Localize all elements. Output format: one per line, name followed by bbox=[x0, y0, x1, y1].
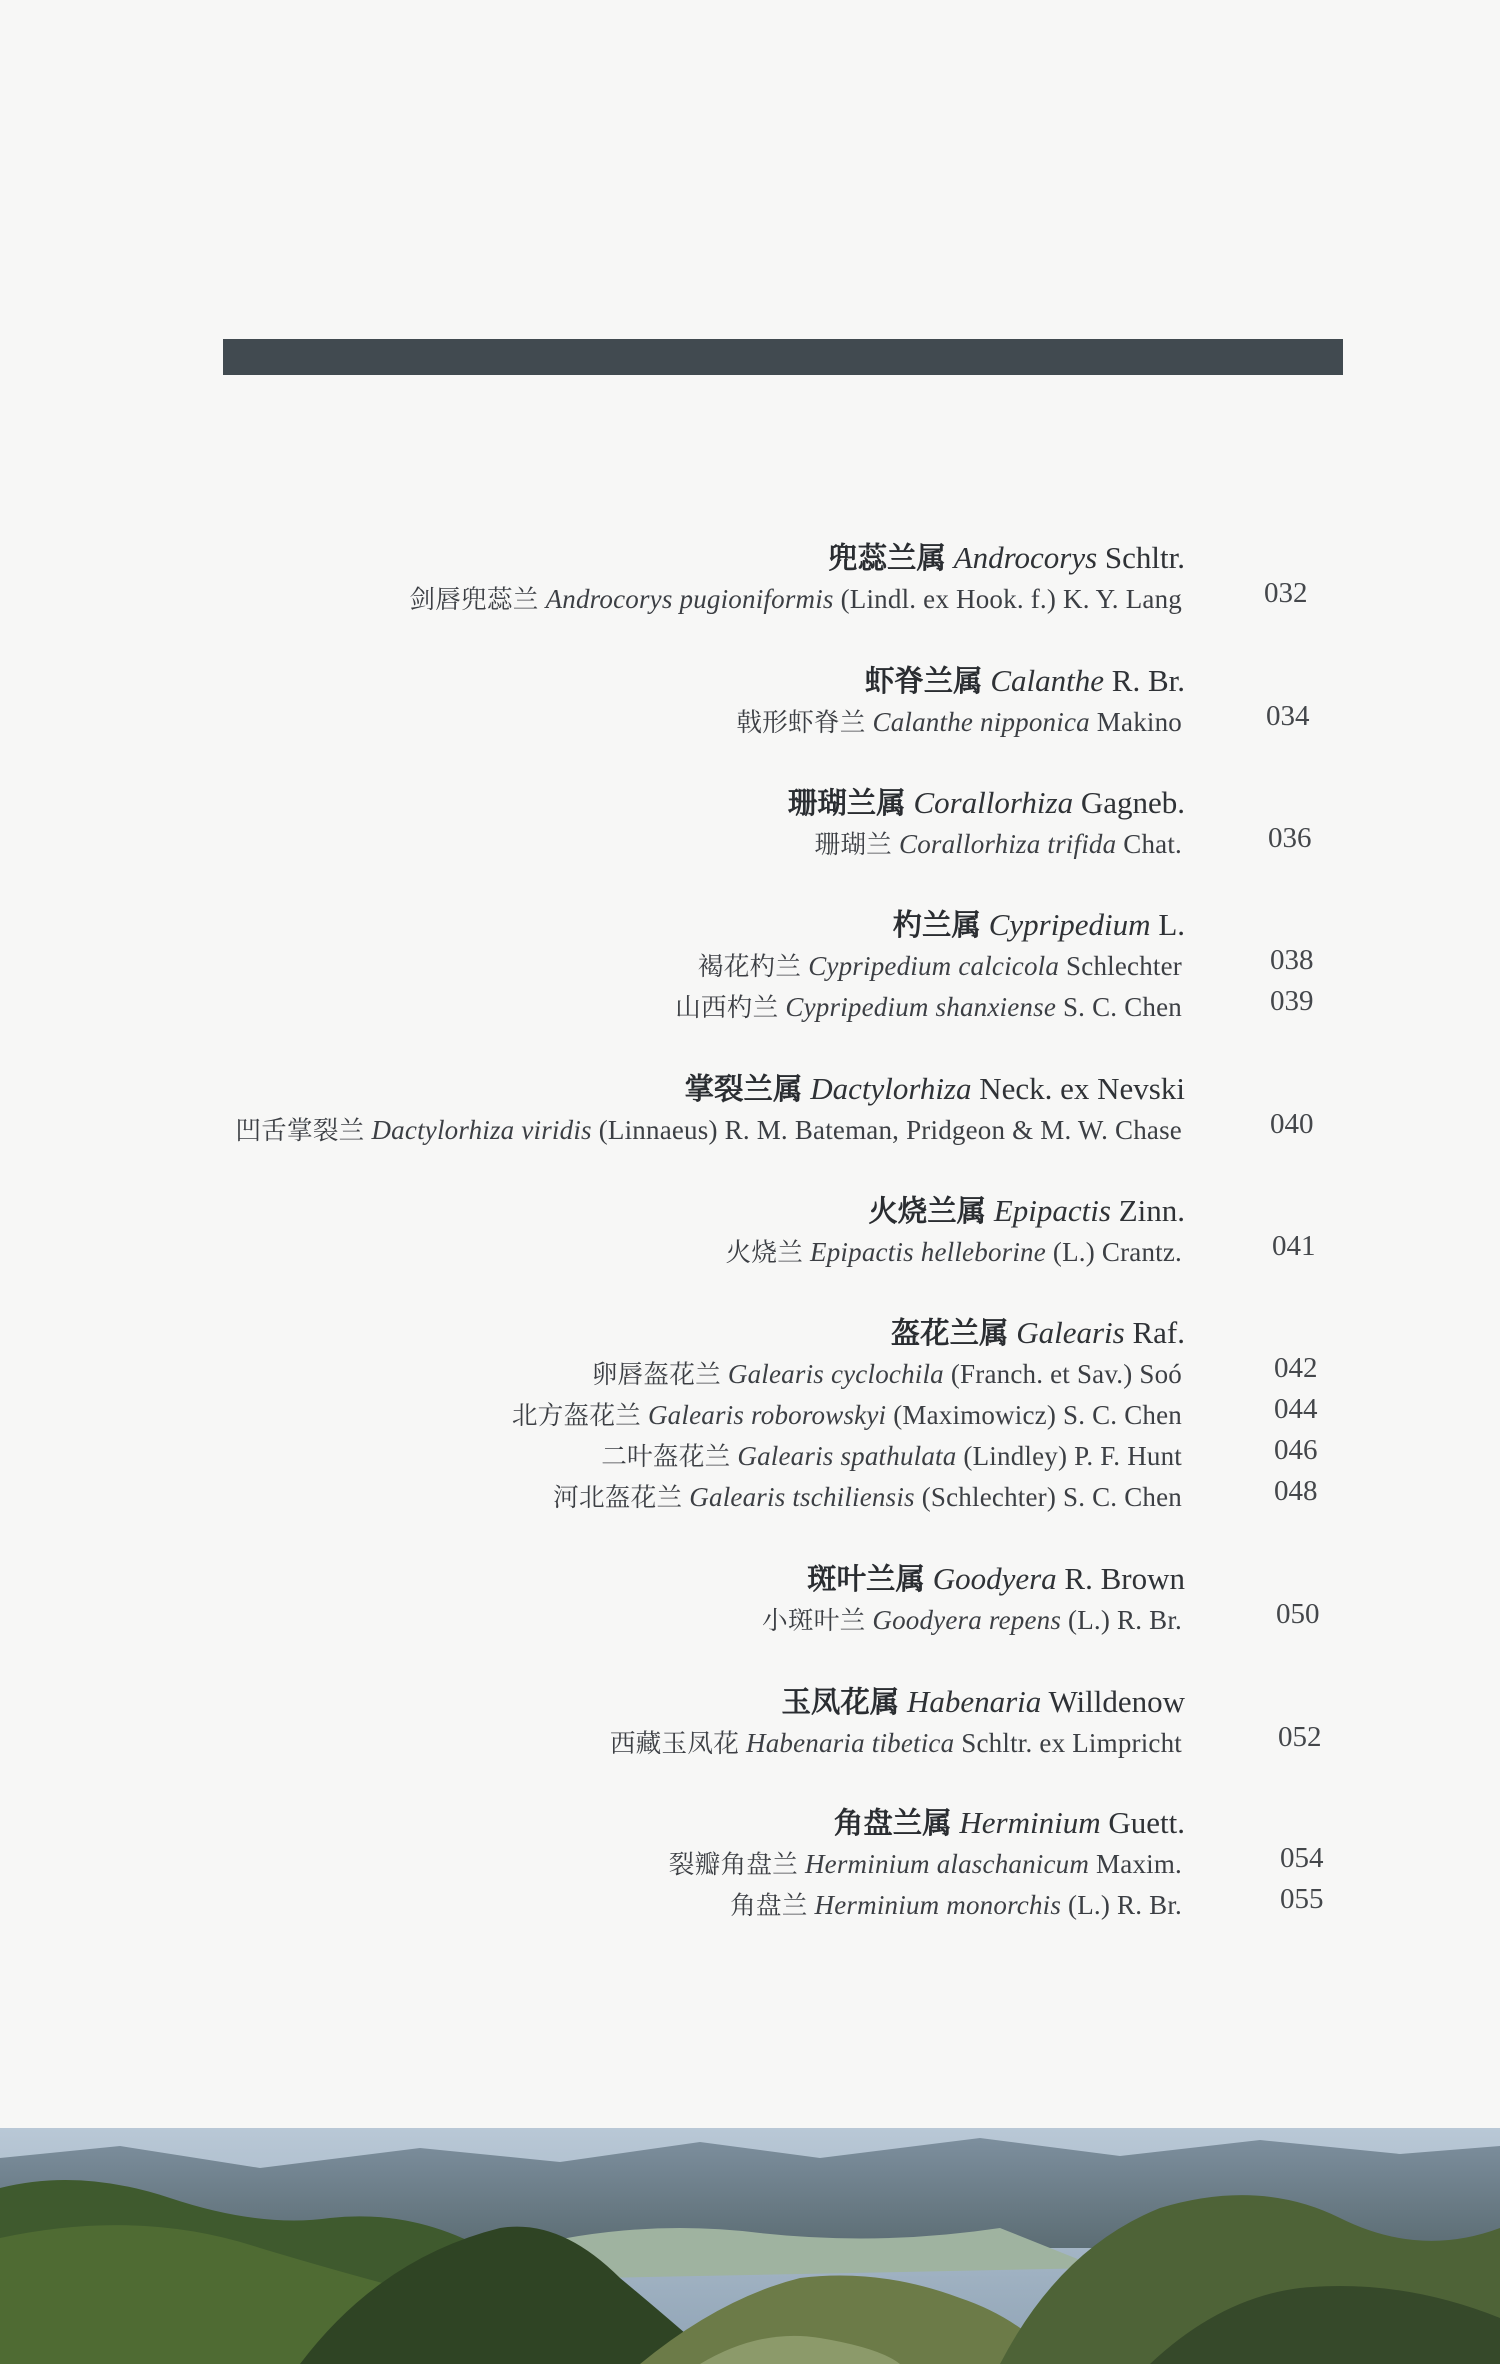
genus-author: R. Br. bbox=[1111, 663, 1185, 698]
species-chinese-name: 河北盔花兰 bbox=[553, 1483, 683, 1513]
species-chinese-name: 二叶盔花兰 bbox=[601, 1442, 731, 1472]
genus-chinese-name: 玉凤花属 bbox=[781, 1685, 900, 1719]
species-chinese-name: 裂瓣角盘兰 bbox=[668, 1850, 799, 1880]
page-number[interactable]: 041 bbox=[1272, 1230, 1316, 1262]
species-latin-name: Habenaria tibetica bbox=[746, 1728, 955, 1758]
species-latin-name: Calanthe nipponica bbox=[872, 707, 1090, 737]
species-chinese-name: 火烧兰 bbox=[725, 1238, 804, 1268]
page-number[interactable]: 046 bbox=[1274, 1434, 1318, 1466]
species-author: Schlechter bbox=[1066, 951, 1182, 981]
species-author: Schltr. ex Limpricht bbox=[961, 1728, 1182, 1758]
species-entry[interactable] bbox=[736, 702, 1182, 739]
species-chinese-name: 戟形虾脊兰 bbox=[736, 708, 866, 738]
species-chinese-name: 角盘兰 bbox=[730, 1891, 808, 1921]
species-author: (L.) R. Br. bbox=[1068, 1890, 1182, 1920]
species-entry[interactable] bbox=[235, 1110, 1182, 1147]
species-latin-name: Corallorhiza trifida bbox=[898, 829, 1117, 859]
genus-chinese-name: 斑叶兰属 bbox=[807, 1562, 925, 1596]
genus-latin-name: Cypripedium bbox=[988, 907, 1151, 942]
species-latin-name: Galearis roborowskyi bbox=[647, 1400, 887, 1430]
genus-heading bbox=[828, 535, 1185, 577]
species-chinese-name: 山西杓兰 bbox=[675, 993, 779, 1023]
species-chinese-name: 凹舌掌裂兰 bbox=[235, 1116, 365, 1146]
species-author: (L.) R. Br. bbox=[1068, 1605, 1182, 1635]
species-latin-name: Goodyera repens bbox=[872, 1605, 1062, 1635]
genus-chinese-name: 盔花兰属 bbox=[890, 1316, 1009, 1350]
genus-author: Schltr. bbox=[1104, 540, 1185, 575]
genus-latin-name: Androcorys bbox=[953, 540, 1098, 575]
genus-heading bbox=[788, 780, 1185, 822]
species-entry[interactable] bbox=[512, 1395, 1182, 1432]
species-latin-name: Galearis cyclochila bbox=[727, 1359, 944, 1389]
genus-author: Zinn. bbox=[1118, 1193, 1185, 1228]
page-number[interactable]: 036 bbox=[1268, 822, 1312, 854]
genus-heading bbox=[893, 902, 1185, 944]
species-entry[interactable] bbox=[669, 1844, 1182, 1881]
species-entry[interactable] bbox=[409, 579, 1182, 616]
genus-latin-name: Herminium bbox=[959, 1805, 1101, 1840]
species-author: Maxim. bbox=[1096, 1849, 1182, 1879]
species-entry[interactable] bbox=[815, 824, 1183, 861]
species-latin-name: Herminium alaschanicum bbox=[804, 1849, 1090, 1879]
species-entry[interactable] bbox=[553, 1477, 1182, 1514]
page-number[interactable]: 052 bbox=[1278, 1721, 1322, 1753]
genus-chinese-name: 珊瑚兰属 bbox=[787, 786, 906, 820]
genus-heading bbox=[834, 1800, 1185, 1842]
species-author: (Lindley) P. F. Hunt bbox=[963, 1441, 1182, 1471]
page-number[interactable]: 054 bbox=[1280, 1842, 1324, 1874]
species-author: Chat. bbox=[1123, 829, 1182, 859]
genus-heading bbox=[781, 1679, 1185, 1721]
page-number[interactable]: 040 bbox=[1270, 1108, 1314, 1140]
page-number[interactable]: 044 bbox=[1274, 1393, 1318, 1425]
species-author: (L.) Crantz. bbox=[1052, 1237, 1182, 1267]
genus-chinese-name: 掌裂兰属 bbox=[684, 1072, 803, 1106]
species-entry[interactable] bbox=[601, 1436, 1182, 1473]
species-author: (Franch. et Sav.) Soó bbox=[950, 1359, 1182, 1389]
page-number[interactable]: 042 bbox=[1274, 1352, 1318, 1384]
species-author: (Linnaeus) R. M. Bateman, Pridgeon & M. W. Chase bbox=[598, 1115, 1182, 1145]
genus-chinese-name: 火烧兰属 bbox=[868, 1194, 987, 1228]
species-entry[interactable] bbox=[610, 1723, 1182, 1760]
genus-latin-name: Habenaria bbox=[906, 1684, 1042, 1719]
genus-latin-name: Corallorhiza bbox=[913, 785, 1074, 820]
species-chinese-name: 卵唇盔花兰 bbox=[591, 1360, 721, 1390]
page-number[interactable]: 034 bbox=[1266, 700, 1310, 732]
genus-author: Guett. bbox=[1108, 1805, 1185, 1840]
species-latin-name: Galearis tschiliensis bbox=[689, 1482, 915, 1512]
genus-heading bbox=[891, 1310, 1185, 1352]
species-chinese-name: 小斑叶兰 bbox=[762, 1606, 866, 1636]
page-number[interactable]: 055 bbox=[1280, 1883, 1324, 1915]
species-chinese-name: 剑唇兜蕊兰 bbox=[409, 585, 539, 615]
species-author: (Schlechter) S. C. Chen bbox=[921, 1482, 1182, 1512]
species-entry[interactable] bbox=[698, 946, 1182, 983]
species-latin-name: Cypripedium calcicola bbox=[808, 951, 1060, 981]
genus-author: Willdenow bbox=[1048, 1684, 1185, 1719]
species-latin-name: Galearis spathulata bbox=[737, 1441, 957, 1471]
genus-chinese-name: 虾脊兰属 bbox=[864, 664, 983, 698]
genus-author: L. bbox=[1158, 907, 1185, 942]
genus-latin-name: Dactylorhiza bbox=[810, 1071, 972, 1106]
species-entry[interactable] bbox=[726, 1232, 1182, 1269]
genus-chinese-name: 杓兰属 bbox=[892, 908, 981, 942]
genus-heading bbox=[865, 658, 1185, 700]
genus-heading bbox=[807, 1556, 1185, 1598]
species-entry[interactable] bbox=[592, 1354, 1182, 1391]
species-latin-name: Cypripedium shanxiense bbox=[785, 992, 1057, 1022]
species-latin-name: Androcorys pugioniformis bbox=[545, 584, 834, 614]
genus-heading bbox=[685, 1066, 1185, 1108]
genus-author: Neck. ex Nevski bbox=[979, 1071, 1185, 1106]
genus-chinese-name: 角盘兰属 bbox=[833, 1806, 952, 1840]
genus-author: R. Brown bbox=[1064, 1561, 1185, 1596]
page-number[interactable]: 050 bbox=[1276, 1598, 1320, 1630]
genus-latin-name: Goodyera bbox=[932, 1561, 1057, 1596]
species-chinese-name: 褐花杓兰 bbox=[697, 952, 802, 982]
mountain-landscape-photo bbox=[0, 2128, 1500, 2364]
species-latin-name: Herminium monorchis bbox=[814, 1890, 1062, 1920]
genus-latin-name: Epipactis bbox=[993, 1193, 1111, 1228]
page-number[interactable]: 039 bbox=[1270, 985, 1314, 1017]
genus-latin-name: Calanthe bbox=[990, 663, 1105, 698]
species-entry[interactable] bbox=[730, 1885, 1182, 1922]
species-author: (Lindl. ex Hook. f.) K. Y. Lang bbox=[840, 584, 1182, 614]
page-number[interactable]: 048 bbox=[1274, 1475, 1318, 1507]
genus-author: Raf. bbox=[1132, 1315, 1185, 1350]
species-author: (Maximowicz) S. C. Chen bbox=[893, 1400, 1182, 1430]
page-number[interactable]: 032 bbox=[1264, 577, 1308, 609]
genus-author: Gagneb. bbox=[1080, 785, 1185, 820]
species-latin-name: Dactylorhiza viridis bbox=[371, 1115, 592, 1145]
species-entry[interactable] bbox=[762, 1600, 1182, 1637]
species-latin-name: Epipactis helleborine bbox=[810, 1237, 1046, 1267]
species-author: Makino bbox=[1096, 707, 1182, 737]
genus-chinese-name: 兜蕊兰属 bbox=[828, 541, 946, 575]
genus-latin-name: Galearis bbox=[1016, 1315, 1125, 1350]
species-chinese-name: 西藏玉凤花 bbox=[609, 1729, 740, 1759]
genus-heading bbox=[868, 1188, 1185, 1230]
species-entry[interactable] bbox=[675, 987, 1182, 1024]
species-chinese-name: 北方盔花兰 bbox=[511, 1401, 642, 1431]
page-number[interactable]: 038 bbox=[1270, 944, 1314, 976]
species-author: S. C. Chen bbox=[1062, 992, 1182, 1022]
species-chinese-name: 珊瑚兰 bbox=[814, 830, 893, 860]
